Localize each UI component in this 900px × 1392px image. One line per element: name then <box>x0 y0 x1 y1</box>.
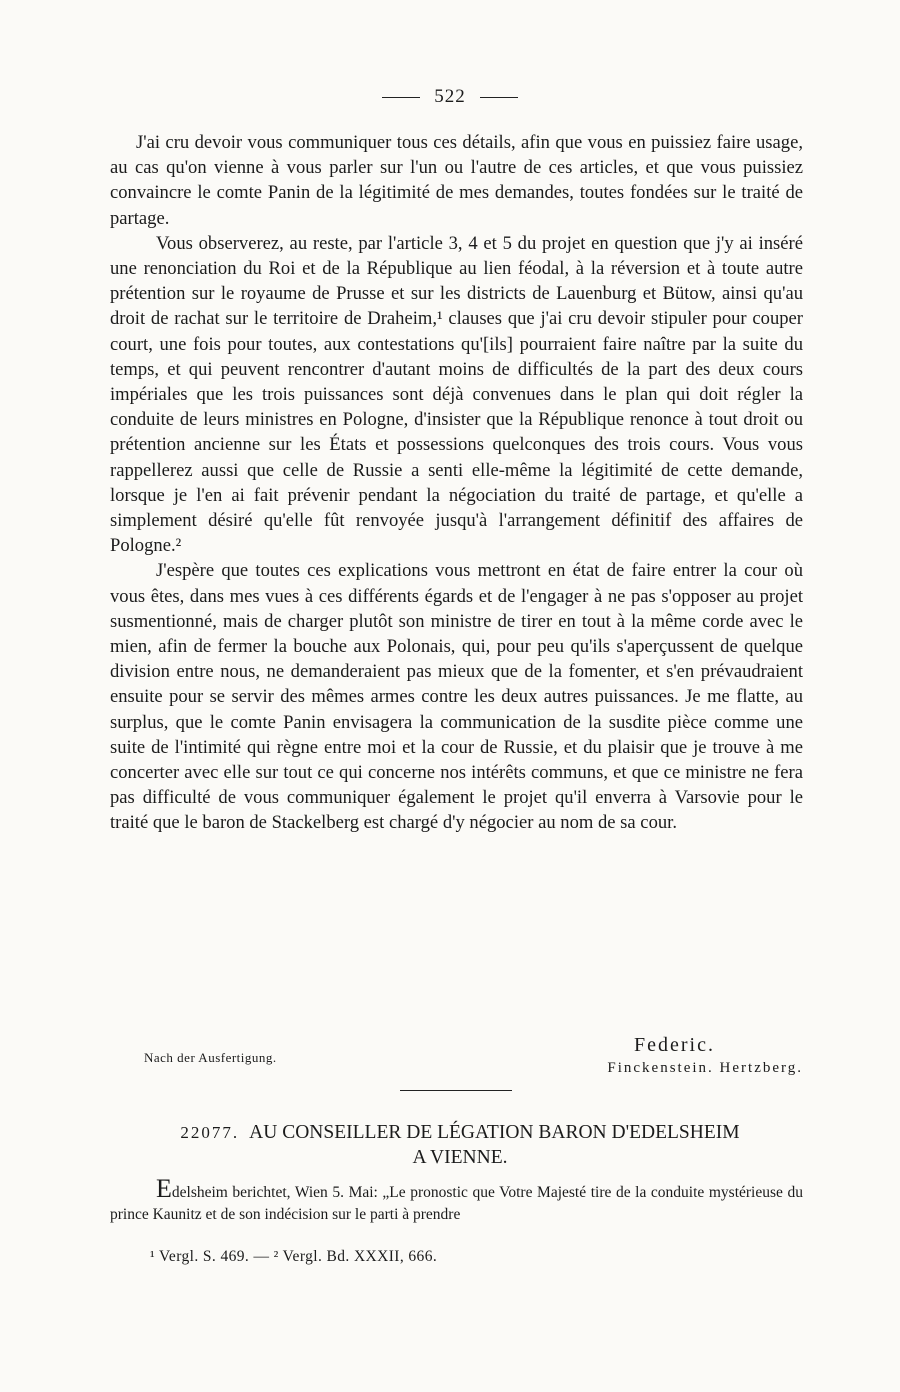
header-dash-right <box>480 97 518 98</box>
report-initial: E <box>156 1174 172 1203</box>
heading-line-2: A VIENNE. <box>412 1147 508 1168</box>
document-heading <box>110 1120 810 1170</box>
report-paragraph <box>110 1174 803 1226</box>
letter-body <box>110 130 803 836</box>
signature: Federic. <box>634 1034 715 1056</box>
section-divider <box>400 1090 512 1091</box>
page-header <box>0 86 900 108</box>
header-dash-left <box>382 97 420 98</box>
signature-block <box>110 1032 803 1082</box>
source-note: Nach der Ausfertigung. <box>144 1050 277 1065</box>
footnotes: ¹ Vergl. S. 469. — ² Vergl. Bd. XXXII, 666. <box>150 1248 438 1265</box>
document-number: 22077. <box>180 1123 240 1142</box>
heading-line-1 <box>110 1120 810 1145</box>
paragraph: J'espère que toutes ces explications vous mettront en état de faire entrer la cour où vous êtes, dans mes vues à ces différents égards et de l'engager à ne pas s'opposer au projet susmentionné, mais de charger plutôt son ministre de tirer en tout à la même corde avec le mien, afin de fermer la bouche aux Polonais, qui, pour peu qu'ils s'aperçussent de quelque division entre nous, ne demanderaient pas mieux que de la fomenter, et s'en prévaudraient ensuite pour se servir des mêmes armes contre les deux autres puissances. Je me flatte, au surplus, que le comte Panin envisagera la communication de la susdite pièce comme une suite de l'intimité qui règne entre moi et la cour de Russie, et du plaisir que je trouve à me concerter avec elle sur tout ce qui concerne nos intérêts communs, et que ce ministre ne fera pas difficulté de vous communiquer également le projet qu'il enverra à Varsovie pour le traité que le baron de Stackelberg est chargé d'y négocier au nom de sa cour. <box>110 560 803 834</box>
report-text: delsheim berichtet, Wien 5. Mai: „Le pronostic que Votre Majesté tire de la conduite mystérieuse du prince Kaunitz et de son indécision sur le parti à prendre <box>110 1184 803 1223</box>
countersignature: Finckenstein. Hertzberg. <box>607 1060 803 1076</box>
page-number: 522 <box>434 86 466 107</box>
paragraph: J'ai cru devoir vous communiquer tous ces détails, afin que vous en puissiez faire usage, au cas qu'on vienne à vous parler sur l'un ou l'autre de ces articles, et que vous puissiez convaincre le comte Panin de la légitimité de mes demandes, toutes fondées sur le traité de partage. <box>110 132 803 229</box>
heading-title: AU CONSEILLER DE LÉGATION BARON D'EDELSHEIM <box>249 1122 740 1143</box>
paragraph: Vous observerez, au reste, par l'article 3, 4 et 5 du projet en question que j'y ai inséré une renonciation du Roi et de la République au lien féodal, à la réversion et à toute autre prétention sur le royaume de Prusse et sur les districts de Lauenburg et Bütow, ainsi qu'au droit de rachat sur le territoire de Draheim,¹ clauses que j'ai cru devoir stipuler pour couper court, une fois pour toutes, aux contestations qu'[ils] pourraient faire naître par la suite du temps, et qui peuvent rencontrer d'autant moins de difficultés de la part des deux cours impériales que les trois puissances sont déjà convenues dans le plan qui doit régler la conduite de leurs ministres en Pologne, d'insister que la République renonce à tout droit ou prétention ancienne sur les États et possessions quelconques des trois cours. Vous vous rappellerez aussi que celle de Russie a senti elle-même la légitimité de cette demande, lorsque je l'en ai fait prévenir pendant la négociation du traité de partage, et qu'elle a simplement désiré qu'elle fût renvoyée jusqu'à l'arrangement définitif des affaires de Pologne.² <box>110 232 803 557</box>
